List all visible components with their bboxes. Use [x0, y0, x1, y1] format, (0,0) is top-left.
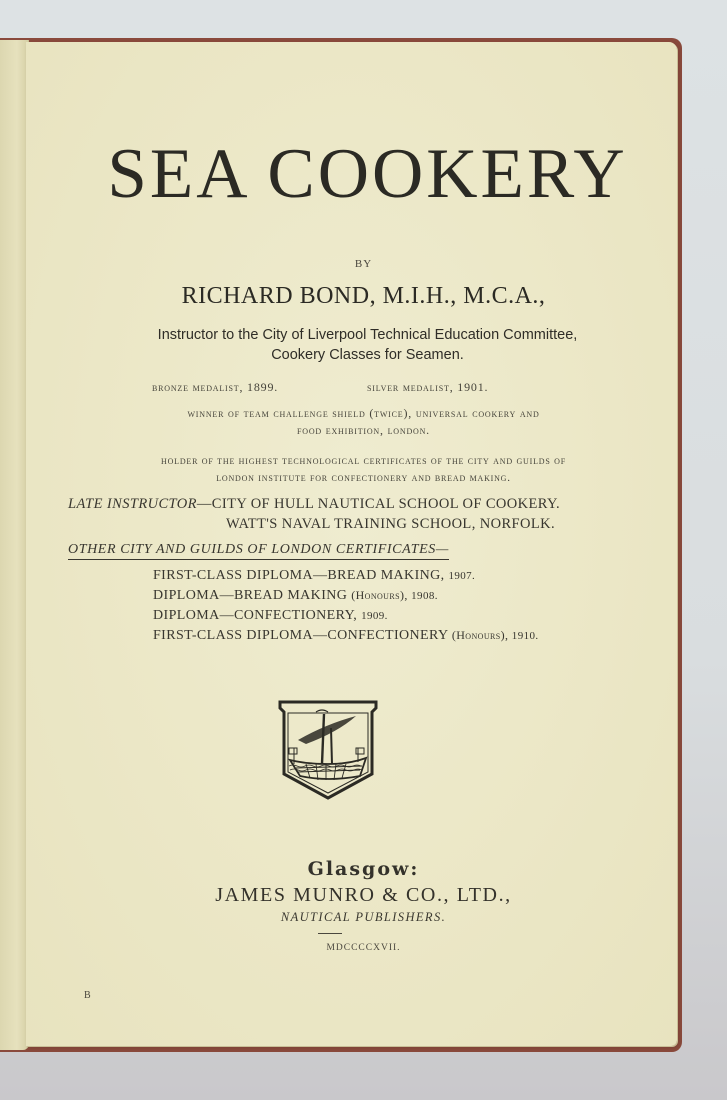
certificate-item: [153, 626, 539, 646]
certificate-text: FIRST-CLASS DIPLOMA—CONFECTIONERY: [153, 628, 452, 643]
certificate-honours: (Honours),: [451, 628, 512, 642]
late-instructor: [68, 494, 561, 532]
publisher-type: NAUTICAL PUBLISHERS.: [280, 910, 447, 924]
imprint-divider: [318, 933, 342, 934]
signature-mark: B: [84, 990, 91, 1001]
late-instructor-label: LATE INSTRUCTOR: [68, 496, 197, 512]
medals: [0, 380, 727, 398]
author-role-line: Cookery Classes for Seamen.: [271, 347, 464, 363]
title-page: [26, 42, 677, 1046]
late-instructor-line: —CITY OF HULL NAUTICAL SCHOOL OF COOKERY.: [196, 496, 561, 512]
certificate-honours: (Honours),: [351, 588, 412, 602]
certificate-item: [153, 606, 539, 626]
ship-shield-icon: [276, 698, 380, 802]
author-role: [4, 325, 727, 365]
certificate-text: DIPLOMA—CONFECTIONERY,: [153, 608, 362, 623]
certificate-item: [153, 586, 539, 606]
silver-medal: silver medalist, 1901.: [367, 380, 489, 394]
author-role-line: Instructor to the City of Liverpool Technical Education Committee,: [157, 327, 578, 343]
certificate-text: DIPLOMA—BREAD MAKING: [153, 588, 352, 603]
certificate-holder: [0, 453, 727, 487]
certificate-list: [153, 566, 539, 646]
certificate-text: FIRST-CLASS DIPLOMA—BREAD MAKING,: [153, 568, 449, 583]
holder-line: holder of the highest technological certificates of the city and guilds of: [161, 455, 566, 467]
award-winner: [0, 405, 727, 439]
author-name: RICHARD BOND, M.I.H., M.C.A.,: [181, 283, 546, 309]
publication-year: MDCCCCXVII.: [326, 943, 401, 953]
certificate-item: [153, 566, 539, 586]
award-line: winner of team challenge shield (twice), universal cookery and: [187, 406, 540, 420]
certificate-year: 1909.: [361, 610, 388, 622]
book-title: SEA COOKERY: [107, 135, 628, 213]
certificate-year: 1907.: [448, 570, 476, 582]
holder-line: london institute for confectionery and bread making.: [216, 472, 511, 484]
award-line: food exhibition, london.: [297, 423, 430, 437]
late-instructor-line: WATT'S NAVAL TRAINING SCHOOL, NORFOLK.: [226, 516, 556, 532]
by-label: BY: [354, 258, 373, 270]
certificate-year: 1910.: [511, 630, 539, 642]
other-certificates-heading: OTHER CITY AND GUILDS OF LONDON CERTIFICATES—: [68, 542, 449, 560]
bronze-medal: bronze medalist, 1899.: [152, 380, 279, 394]
imprint-place: Glasgow:: [307, 858, 420, 880]
publisher-name: JAMES MUNRO & CO., LTD.,: [215, 884, 512, 906]
certificate-year: 1908.: [411, 590, 438, 602]
